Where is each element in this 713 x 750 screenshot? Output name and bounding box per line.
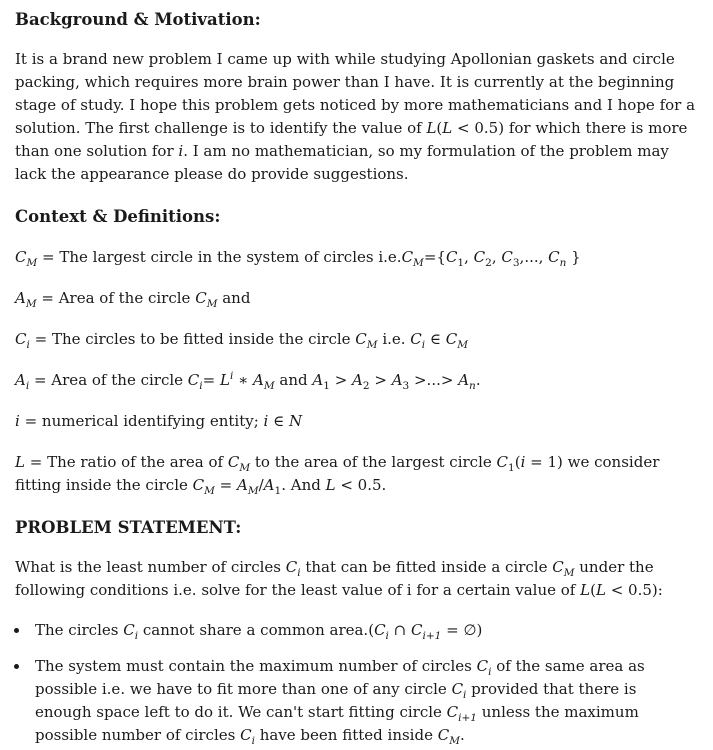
definition-inner-circle-area: $A_i$ = Area of the circle $C_i= L^i$ ∗ $A_M$ and $A_1 > A_2 > A_3$ >...> $A_n$. — [15, 370, 481, 392]
math-symbol: $C_n$ — [548, 248, 567, 269]
math-symbol: $A_1$ — [312, 371, 330, 392]
math-symbol: L — [15, 453, 25, 471]
math-symbol: $C_i$ — [240, 726, 255, 747]
definition-ratio-l: L = The ratio of the area of $C_M$ to the area of the largest circle $C_1(i = 1)$ we consider fitting inside the circle $C_M = A_M/A_1$. And L < 0.5. — [15, 453, 660, 497]
math-symbol: $C_i$ — [410, 330, 426, 351]
definition-inner-circles: $C_i$ = The circles to be fitted inside the circle $C_M$ i.e. $C_i$ ∈ $C_M$ — [15, 330, 469, 351]
math-symbol: $A_3$ — [391, 371, 410, 392]
math-symbol: $C_M$ — [192, 476, 215, 497]
conditions-list — [15, 619, 697, 747]
problem-paragraph: What is the least number of circles $C_i$ that can be fitted inside a circle $C_M$ under the following conditions i.e. solve for the least value of i for a certain value of L(L < 0.5): — [15, 558, 663, 599]
math-symbol: $C_i$ — [187, 371, 203, 392]
math-symbol: $C_1$ — [496, 453, 515, 474]
math-symbol: $C_M$ — [195, 289, 218, 310]
section-heading-background-motivation: Background & Motivation: — [15, 10, 261, 29]
math-symbol: L — [442, 119, 453, 137]
math-symbol: $C_M$ — [437, 726, 460, 747]
math-symbol: $C_M$ — [355, 330, 378, 351]
math-symbol: $C_M$ — [552, 558, 575, 579]
math-symbol: $A_M$ — [253, 371, 275, 392]
section-heading-context-definitions: Context & Definitions: — [15, 207, 221, 226]
math-symbol: i — [520, 453, 526, 471]
definition-index: i = numerical identifying entity; i ∈ N — [15, 412, 303, 430]
math-symbol: $C_M$ — [227, 453, 251, 474]
math-symbol: L — [325, 476, 336, 494]
math-symbol: $C_{i+1}$ — [411, 621, 442, 642]
condition-no-shared-area: • The circles $C_i$ cannot share a common $area.(C_i$ ∩ $C_{i+1}$ = ∅) — [30, 619, 697, 642]
math-symbol: $C_M$ — [15, 248, 38, 269]
condition-max-same-area: • The system must contain the maximum number of circles $C_i$ of the same area as possible i.e. we have to fit more than one of any circle $C_i$ provided that there is enough space left to do it. We can't start fitting circle $C_{i+1}$ unless the maximum possible number of circles $C_i$ have been fitted inside $C_M$. — [30, 655, 697, 747]
math-symbol: $A_1$ — [263, 476, 282, 497]
math-symbol: $A_M$ — [15, 289, 37, 310]
math-symbol: L — [580, 581, 591, 599]
math-symbol: $L^i$ — [219, 370, 234, 389]
math-symbol: $C_2$ — [473, 248, 492, 269]
math-symbol: $A_M$ — [237, 476, 259, 497]
math-symbol: $C_i$ — [123, 621, 139, 642]
math-symbol: N — [288, 412, 303, 430]
intro-paragraph: It is a brand new problem I came up with while studying Apollonian gaskets and circle packing, which requires more brain power than I have. It is currently at the beginning stage of study. I hope this problem gets noticed by more mathematicians and I hope for a solution. The first challenge is to identify the value of L(L < 0.5) for which there is more than one solution for i. I am no mathematician, so my formulation of the problem may lack the appearance please do provide suggestions. — [15, 50, 696, 183]
math-symbol: $C_{i+1}$ — [446, 703, 477, 724]
math-symbol: i — [263, 412, 269, 430]
math-symbol: $A_2$ — [352, 371, 370, 392]
math-symbol: i — [15, 412, 20, 430]
definition-largest-circle: $C_M$ = The largest circle in the system of circles $i.e.C_M=\{C_1$, $C_2$, $C_3$,..., $C_n$ } — [15, 248, 581, 269]
math-symbol: $C_M$ — [445, 330, 469, 351]
math-symbol: $C_i$ — [285, 558, 301, 579]
math-symbol: $C_i$ — [476, 657, 492, 678]
math-symbol: i — [178, 142, 184, 160]
definition-area-of-largest-circle: $A_M$ = Area of the circle $C_M$ and — [15, 289, 251, 310]
math-symbol: L — [426, 119, 437, 137]
math-symbol: $C_i$ — [15, 330, 30, 351]
section-heading-problem-statement: PROBLEM STATEMENT: — [15, 518, 242, 537]
math-symbol: $C_1$ — [445, 248, 465, 269]
math-symbol: $C_M$ — [401, 248, 424, 269]
math-symbol: $C_i$ — [451, 680, 467, 701]
math-symbol: $A_i$ — [15, 371, 30, 392]
math-symbol: $C_i$ — [374, 621, 389, 642]
math-symbol: $C_3$ — [501, 248, 520, 269]
math-symbol: L — [595, 581, 606, 599]
math-symbol: $A_n$ — [458, 371, 476, 392]
